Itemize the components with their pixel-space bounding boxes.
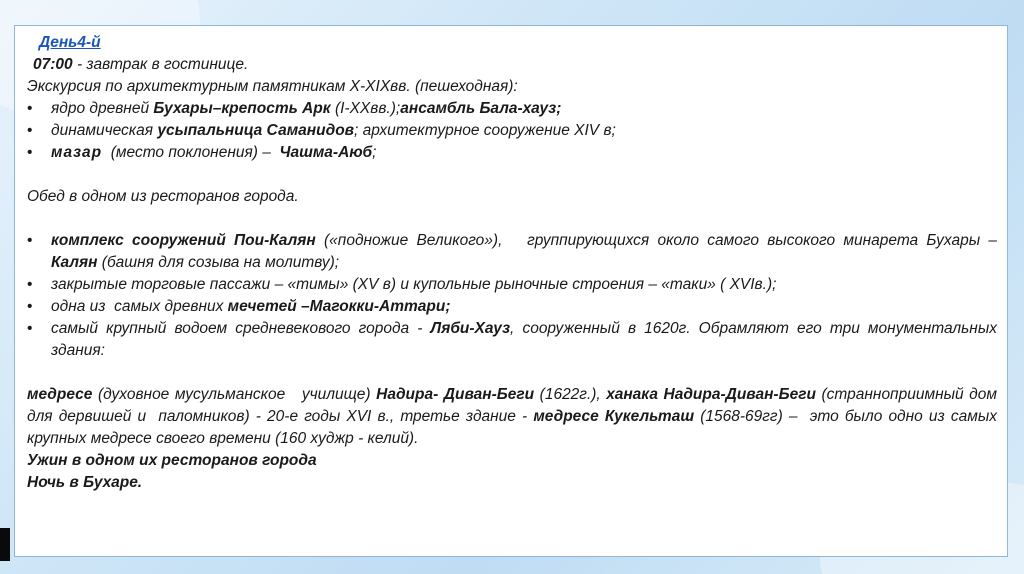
text-run: ; архитектурное сооружение XIV в; xyxy=(354,122,616,139)
spacer xyxy=(27,362,997,384)
list-item xyxy=(27,142,997,164)
breakfast-time: 07:00 xyxy=(33,56,73,73)
text-run: (1568-69гг) – это было одно из самых крупных медресе своего времени (160 худжр - келий). xyxy=(27,408,1006,447)
document-frame xyxy=(14,25,1008,557)
list-item xyxy=(27,230,1006,274)
bullet-icon: • xyxy=(27,320,33,337)
corner-marker xyxy=(0,528,10,561)
text-run: (духовное мусульманское училище) xyxy=(92,386,377,403)
bold-run: Надира- Диван-Беги xyxy=(376,386,535,403)
list-item xyxy=(27,120,997,142)
text-run: (странноприимный дом для дервишей и паломников) - 20-е годы XVI в., третье здание - xyxy=(27,386,1002,425)
list-item xyxy=(27,98,997,120)
bold-run: Калян xyxy=(51,254,98,271)
text-run: динамическая xyxy=(51,122,158,139)
bold-run: Бухары–крепость Арк xyxy=(153,100,331,117)
bold-run: ансамбль Бала-хауз; xyxy=(400,100,562,117)
text-run: закрытые торговые пассажи – «тимы» (XV в) и купольные рыночные строения – «таки» ( XVIв.); xyxy=(51,276,777,293)
itinerary-text xyxy=(27,32,1006,494)
text-run: (башня для созыва на молитву); xyxy=(97,254,340,271)
text-run: (1622г.), xyxy=(534,386,607,403)
text-run: («подножие Великого»), группирующихся около самого высокого минарета Бухары – xyxy=(315,232,1006,249)
bold-run: Чашма-Аюб xyxy=(279,144,373,161)
dinner-line: Ужин в одном их ресторанов города xyxy=(27,452,317,469)
bullet-icon: • xyxy=(27,122,33,139)
text-run: ядро древней xyxy=(51,100,154,117)
bullet-icon: • xyxy=(27,144,33,161)
day-title: День4-й xyxy=(39,34,101,51)
bold-run: медресе xyxy=(27,386,93,403)
bullet-icon: • xyxy=(27,298,33,315)
list-item xyxy=(27,318,997,362)
excursion-intro: Экскурсия по архитектурным памятникам X-XIXвв. (пешеходная): xyxy=(27,78,518,95)
breakfast-line xyxy=(33,54,997,76)
madrasa-paragraph xyxy=(27,384,1006,450)
bold-run: комплекс сооружений Пои-Калян xyxy=(51,232,316,249)
text-run: самый крупный водоем средневекового города - xyxy=(51,320,431,337)
bold-run: мечетей –Магокки-Аттари; xyxy=(227,298,451,315)
bullet-icon: • xyxy=(27,232,33,249)
bullet-icon: • xyxy=(27,276,33,293)
text-run: (место поклонения) – xyxy=(102,144,280,161)
spacer xyxy=(27,164,997,186)
text-run: (I-XXвв.); xyxy=(330,100,401,117)
spacer xyxy=(27,208,997,230)
night-line: Ночь в Бухаре. xyxy=(27,474,143,491)
list-item xyxy=(27,274,997,296)
list-item xyxy=(27,296,997,318)
bold-run: медресе Кукельташ xyxy=(533,408,695,425)
text-run: ; xyxy=(372,144,377,161)
bold-run: мазар xyxy=(51,144,103,161)
text-run: , сооруженный в 1620г. Обрамляют его три монументальных здания: xyxy=(51,320,997,359)
breakfast-text: - завтрак в гостинице. xyxy=(72,56,249,73)
lunch-line: Обед в одном из ресторанов города. xyxy=(27,188,299,205)
text-run: одна из самых древних xyxy=(51,298,228,315)
bold-run: Ляби-Хауз xyxy=(430,320,511,337)
bullet-icon: • xyxy=(27,100,33,117)
bold-run: усыпальница Саманидов xyxy=(157,122,355,139)
bold-run: ханака Надира-Диван-Беги xyxy=(606,386,816,403)
